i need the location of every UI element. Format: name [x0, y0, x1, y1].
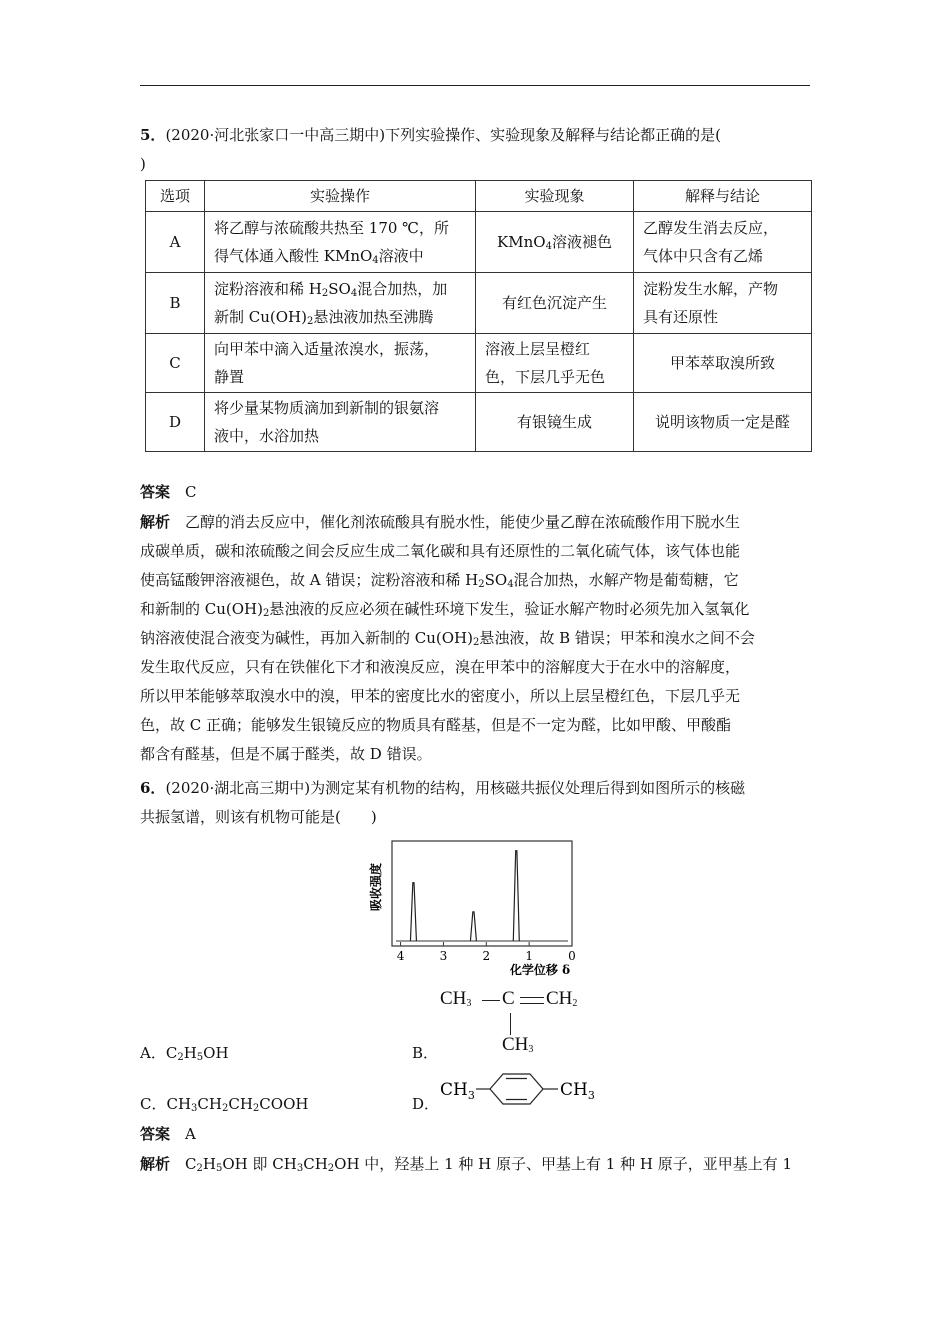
- x-tick-label: 1: [525, 949, 533, 963]
- row-d-operation: 将少量某物质滴加到新制的银氨溶 液中，水浴加热: [205, 393, 476, 452]
- q5-blank-close: ): [140, 155, 146, 173]
- row-d-conclusion: 说明该物质一定是醛: [634, 393, 812, 452]
- row-a-conclusion: 乙醇发生消去反应， 气体中只含有乙烯: [634, 212, 812, 273]
- q6-analysis: 解析 $C_2H_5OH$ 即 $CH_3CH_2OH$ 中，羟基上 1 种 H 原子、甲基上有 1 种 H 原子，亚甲基上有 1: [140, 1155, 793, 1174]
- header-option: 选项: [146, 181, 205, 212]
- header-rule: [140, 85, 810, 86]
- option-a: A．$C_2H_5OH$: [140, 1044, 229, 1063]
- row-b-conclusion: 淀粉发生水解，产物 具有还原性: [634, 273, 812, 334]
- structure-d-ch3-right: $CH_3$: [560, 1080, 595, 1102]
- row-c-operation: 向甲苯中滴入适量浓溴水，振荡， 静置: [205, 334, 476, 393]
- structure-d-ch3-left: $CH_3$: [440, 1080, 475, 1102]
- nmr-peak: [513, 851, 519, 941]
- x-axis-label: 化学位移 δ: [509, 963, 571, 977]
- structure-b-c-center: C: [502, 988, 515, 1009]
- x-tick-label: 2: [482, 949, 491, 963]
- option-d-label: D．: [412, 1095, 440, 1113]
- table-header-row: [146, 181, 812, 212]
- row-d-option: D: [146, 393, 205, 452]
- header-phenomenon: 实验现象: [476, 181, 634, 212]
- structure-b-ch3-below: $CH_3$: [502, 1034, 534, 1055]
- option-b-structure: [440, 988, 590, 1058]
- q5-analysis: 解析 乙醇的消去反应中，催化剂浓硫酸具有脱水性，能使少量乙醇在浓硫酸作用下脱水生 成碳单质，碳和浓硫酸之间会反应生成二氧化碳和具有还原性的二氧化硫气体，该气体也能 使高锰酸钾溶液褪色，故 A 错误；淀粉溶液和稀 $H_2SO_4$混合加热，水解产物是葡萄糖，它 和新制的 $Cu(OH)_2$悬浊液的反应必须在碱性环境下发生，验证水解产物时必须先加入氢氧化 钠溶液使混合液变为碱性，再加入新制的 $Cu(OH)_2$悬浊液，故 B 错误；甲苯和溴水之间不会 发生取代反应，只有在铁催化下才和液溴反应，溴在甲苯中的溶解度大于在水中的溶解度， 所以甲苯能够萃取溴水中的溴，甲苯的密度比水的密度小，所以上层呈橙红色，下层几乎无 色，故 C 正确；能够发生银镜反应的物质具有醛基，但是不一定为醛，比如甲酸、甲酸酯 都含有醛基，但是不属于醛类，故 D 错误。: [140, 513, 755, 763]
- header-operation: 实验操作: [205, 181, 476, 212]
- x-tick-label: 3: [439, 949, 448, 963]
- nmr-peak: [410, 883, 416, 941]
- table-row: [146, 393, 812, 452]
- q5-table: [145, 180, 812, 452]
- header-conclusion: 解释与结论: [634, 181, 812, 212]
- vertical-bond: [510, 1013, 511, 1035]
- nmr-spectrum-chart: [368, 835, 588, 977]
- y-axis-label: 吸收强度: [369, 862, 383, 912]
- row-a-operation: 将乙醇与浓硫酸共热至 170 ℃，所 得气体通入酸性 KMnO$_4$溶液中: [205, 212, 476, 273]
- row-b-option: B: [146, 273, 205, 334]
- analysis-label: 解析: [140, 513, 171, 531]
- row-b-operation: 淀粉溶液和稀 $H_2SO_4$混合加热，加 新制 $Cu(OH)_2$悬浊液加热至沸腾: [205, 273, 476, 334]
- option-d-structure: [440, 1071, 610, 1111]
- row-c-conclusion: 甲苯萃取溴所致: [634, 334, 812, 393]
- row-a-phenomenon: KMnO$_4$溶液褪色: [476, 212, 634, 273]
- row-c-phenomenon: 溶液上层呈橙红 色，下层几乎无色: [476, 334, 634, 393]
- q6-answer: 答案 A: [140, 1125, 196, 1143]
- plot-frame: [392, 841, 572, 946]
- option-c: C．$CH_3CH_2CH_2COOH$: [140, 1095, 309, 1114]
- q5-stem: 5．(2020·河北张家口一中高三期中)下列实验操作、实验现象及解释与结论都正确的是(: [140, 126, 721, 144]
- table-row: [146, 273, 812, 334]
- double-bond-bottom: [520, 1003, 544, 1004]
- table-row: [146, 212, 812, 273]
- double-bond-top: [520, 997, 544, 998]
- row-b-phenomenon: 有红色沉淀产生: [476, 273, 634, 334]
- structure-b-ch3-left: $CH_3$: [440, 988, 472, 1009]
- nmr-peak: [470, 912, 476, 941]
- table-row: [146, 334, 812, 393]
- q6-stem: 6．(2020·湖北高三期中)为测定某有机物的结构，用核磁共振仪处理后得到如图所示的核磁 共振氢谱，则该有机物可能是( ): [140, 779, 746, 826]
- structure-b-ch2-right: $CH_2$: [546, 988, 578, 1009]
- single-bond: [482, 1000, 500, 1001]
- row-d-phenomenon: 有银镜生成: [476, 393, 634, 452]
- option-b-label: B．: [412, 1044, 439, 1062]
- row-a-option: A: [146, 212, 205, 273]
- x-tick-label: 0: [568, 949, 576, 963]
- row-c-option: C: [146, 334, 205, 393]
- x-tick-label: 4: [396, 949, 405, 963]
- q5-answer: 答案 C: [140, 483, 197, 501]
